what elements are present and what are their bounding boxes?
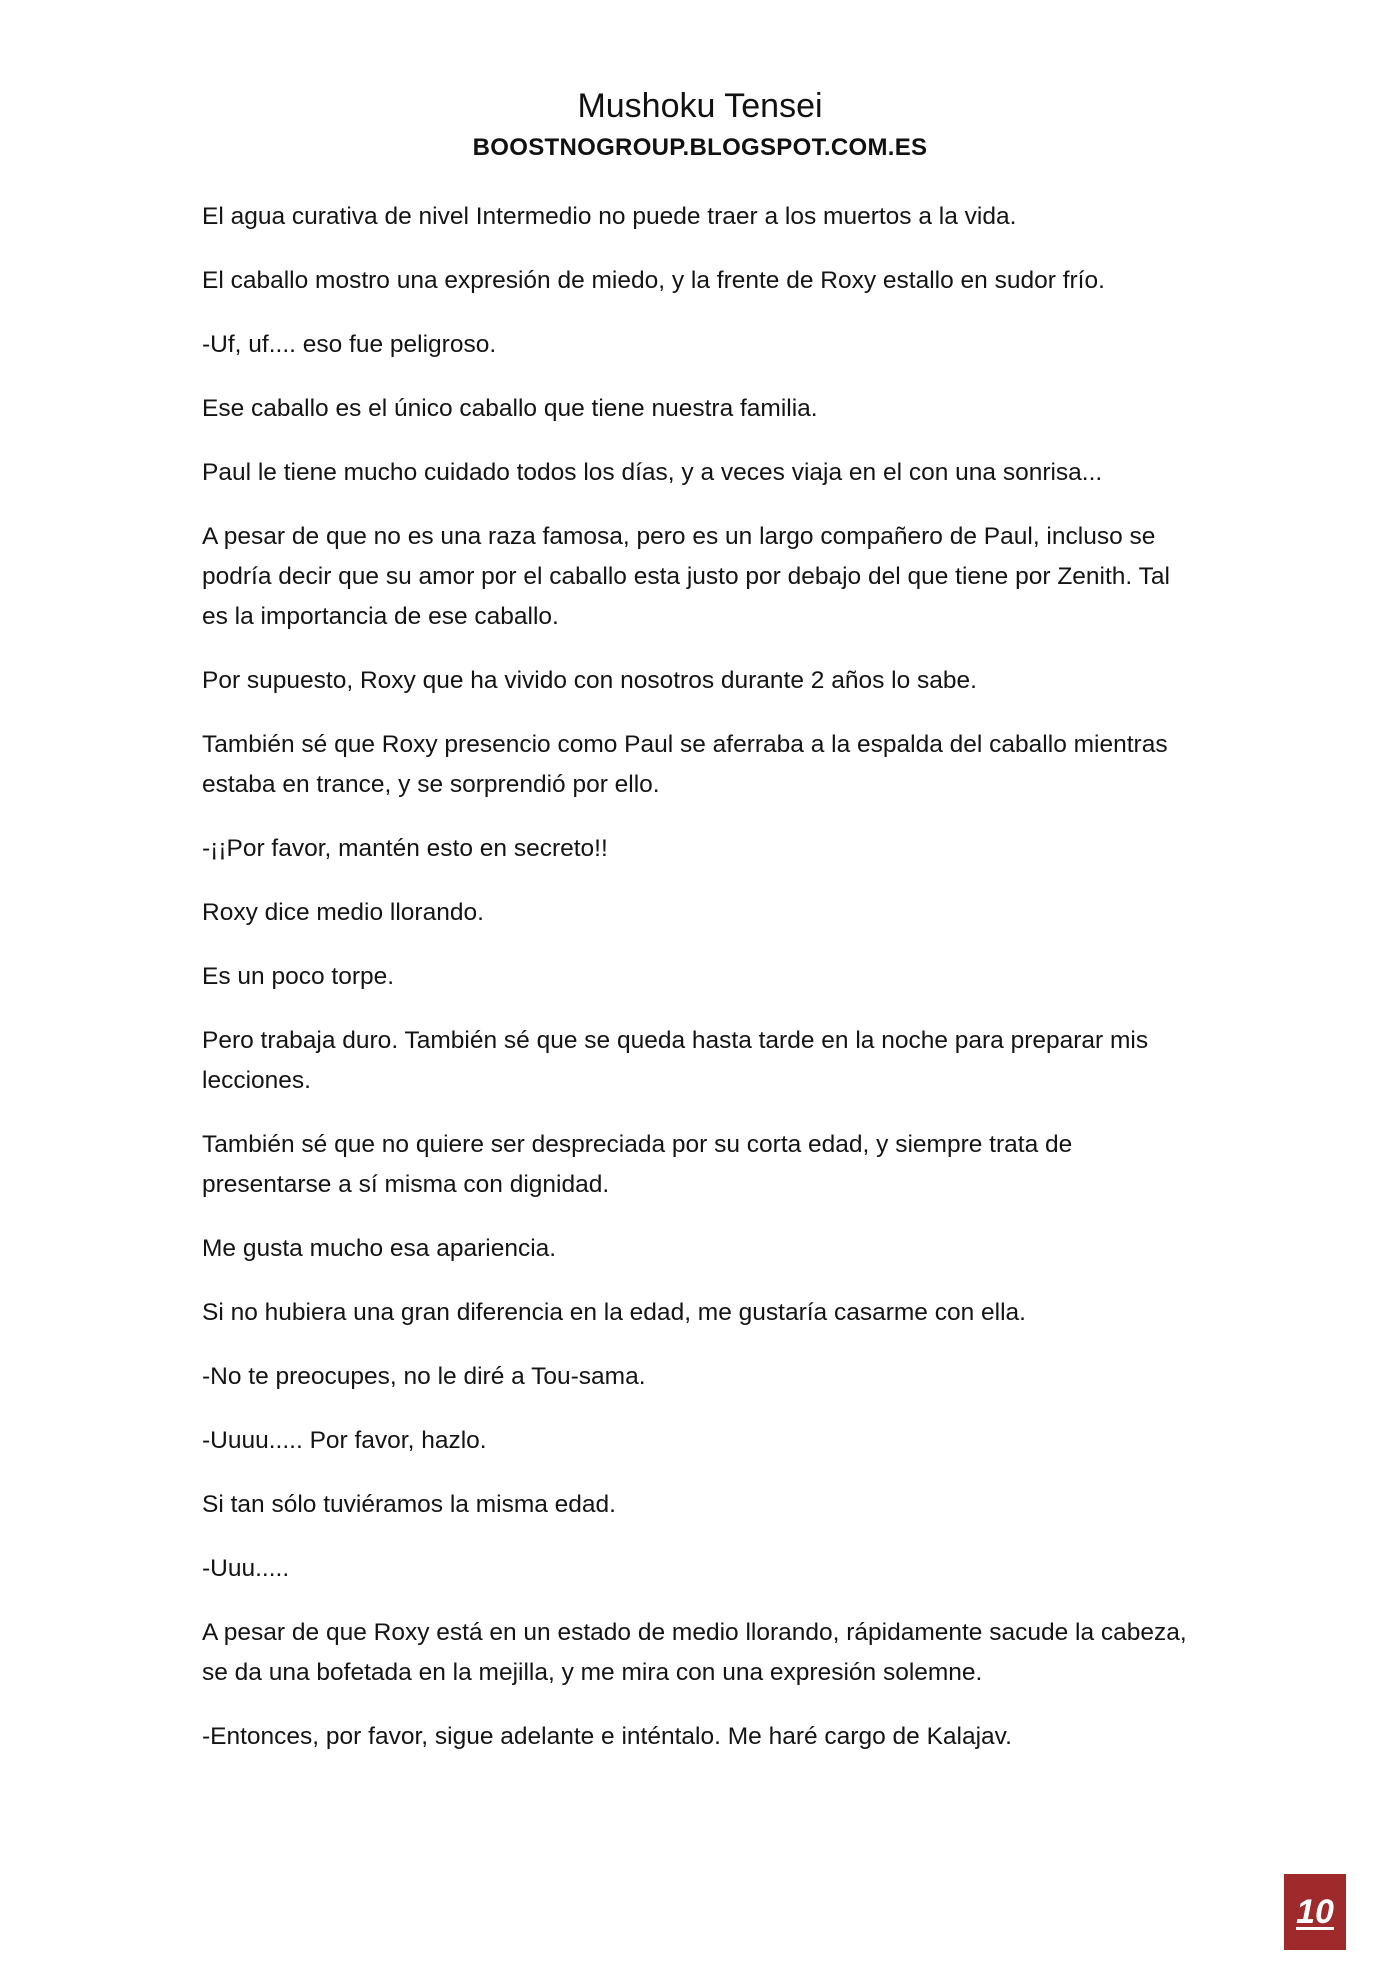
- paragraph: A pesar de que Roxy está en un estado de medio llorando, rápidamente sacude la cabeza, se da una bofetada en la mejilla, y me mira con una expresión solemne.: [202, 1619, 1187, 1686]
- paragraph: También sé que Roxy presencio como Paul se aferraba a la espalda del caballo mientras estaba en trance, y se sorprendió por ello.: [202, 731, 1168, 798]
- header-site: BOOSTNOGROUP.BLOGSPOT.COM.ES: [472, 134, 928, 161]
- header-title: Mushoku Tensei: [577, 87, 823, 125]
- paragraph: A pesar de que no es una raza famosa, pero es un largo compañero de Paul, incluso se podría decir que su amor por el caballo esta justo por debajo del que tiene por Zenith. Tal es la importancia de ese caballo.: [202, 523, 1170, 630]
- paragraph: Pero trabaja duro. También sé que se queda hasta tarde en la noche para preparar mis lecciones.: [202, 1027, 1149, 1094]
- page-number: 10: [1296, 1893, 1334, 1931]
- paragraph: -Entonces, por favor, sigue adelante e inténtalo. Me haré cargo de Kalajav.: [202, 1723, 1012, 1750]
- paragraph: Ese caballo es el único caballo que tiene nuestra familia.: [202, 395, 818, 422]
- paragraph: Paul le tiene mucho cuidado todos los días, y a veces viaja en el con una sonrisa...: [202, 459, 1103, 486]
- page-number-badge: [1284, 1874, 1346, 1950]
- paragraph: Por supuesto, Roxy que ha vivido con nosotros durante 2 años lo sabe.: [202, 667, 977, 694]
- paragraph: Me gusta mucho esa apariencia.: [202, 1235, 557, 1262]
- paragraph: -Uuuu..... Por favor, hazlo.: [202, 1427, 487, 1454]
- paragraph: -Uuu.....: [202, 1555, 290, 1582]
- paragraph: -¡¡Por favor, mantén esto en secreto!!: [202, 835, 608, 862]
- paragraph: El agua curativa de nivel Intermedio no puede traer a los muertos a la vida.: [202, 203, 1017, 230]
- paragraph: -Uf, uf.... eso fue peligroso.: [202, 331, 497, 358]
- paragraph: Si tan sólo tuviéramos la misma edad.: [202, 1491, 616, 1518]
- body-text: [202, 197, 1202, 1781]
- paragraph: Roxy dice medio llorando.: [202, 899, 484, 926]
- paragraph: Es un poco torpe.: [202, 963, 395, 990]
- paragraph: El caballo mostro una expresión de miedo, y la frente de Roxy estallo en sudor frío.: [202, 267, 1105, 294]
- paragraph: Si no hubiera una gran diferencia en la edad, me gustaría casarme con ella.: [202, 1299, 1026, 1326]
- paragraph: También sé que no quiere ser despreciada por su corta edad, y siempre trata de presentarse a sí misma con dignidad.: [202, 1131, 1073, 1198]
- paragraph: -No te preocupes, no le diré a Tou-sama.: [202, 1363, 646, 1390]
